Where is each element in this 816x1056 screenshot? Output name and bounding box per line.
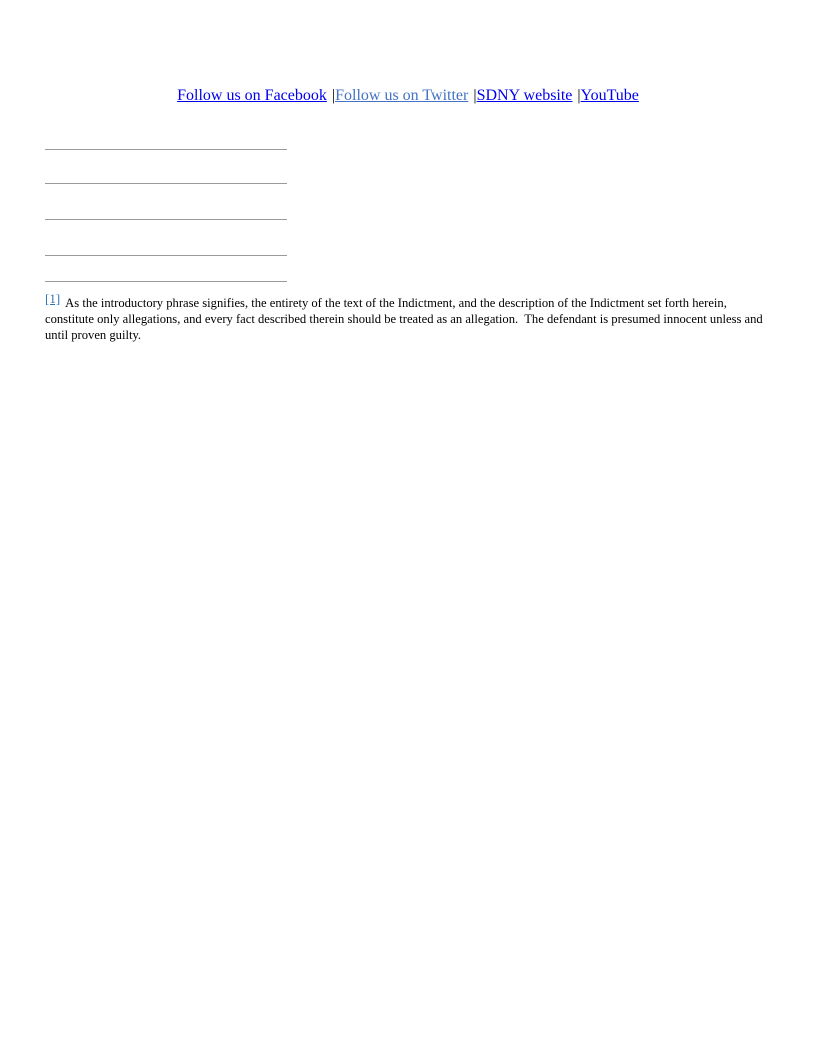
link-separator: | [577,87,581,104]
signature-line [45,183,287,184]
sdny-website-link[interactable]: SDNY website [476,87,573,104]
link-separator: | [331,87,336,104]
signature-line [45,219,287,220]
social-links-row [0,86,816,105]
footnote [45,291,772,343]
youtube-link[interactable]: YouTube [580,87,639,104]
link-separator: | [473,87,477,104]
signature-line [45,255,287,256]
signature-line [45,149,287,150]
facebook-link[interactable]: Follow us on Facebook [177,87,327,104]
footnote-ref-link[interactable]: [1] [45,291,61,306]
footnote-separator-line [45,281,287,282]
twitter-link[interactable]: Follow us on Twitter [335,87,469,104]
footnote-text: As the introductory phrase signifies, the entirety of the text of the Indictment, and the description of the Indictment set forth herein, constitute only allegations, and every fact described therein should be treated as an allegation. The defendant is presumed innocent unless and until proven guilty. [45,296,763,342]
